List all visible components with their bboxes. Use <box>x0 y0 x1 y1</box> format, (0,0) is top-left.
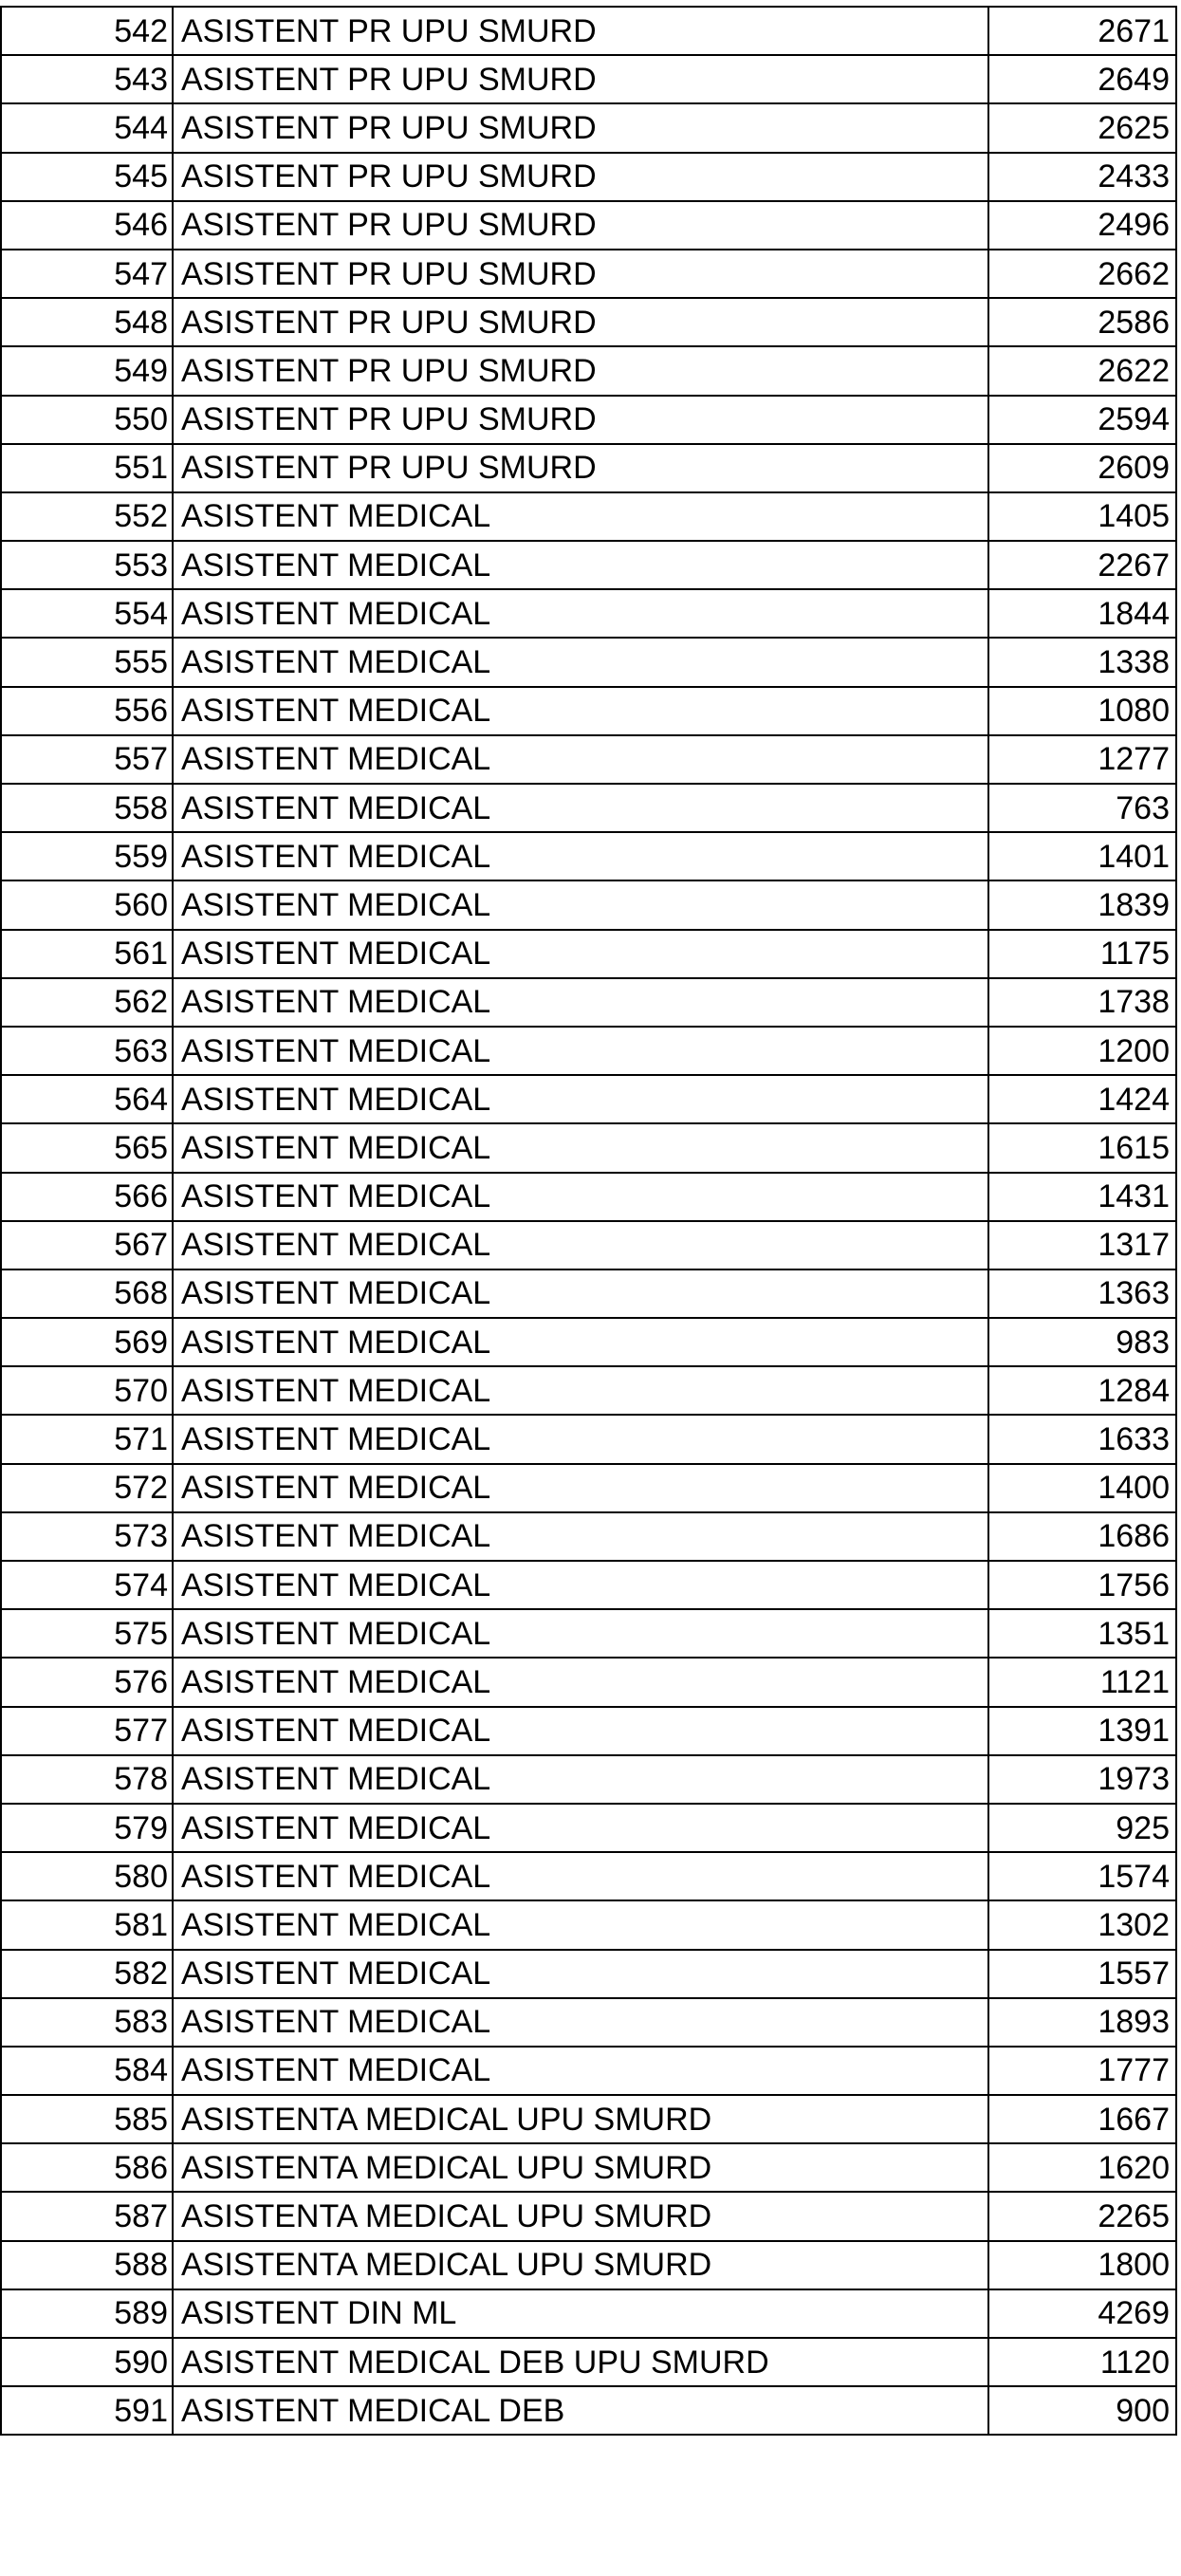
table-row <box>1 832 1176 880</box>
position-name-cell: ASISTENT MEDICAL <box>173 1852 988 1900</box>
table-row <box>1 2241 1176 2289</box>
table-row <box>1 1609 1176 1658</box>
row-number-cell: 584 <box>1 2047 173 2095</box>
table-row <box>1 492 1176 541</box>
position-name-cell: ASISTENT MEDICAL <box>173 735 988 784</box>
position-name-cell: ASISTENTA MEDICAL UPU SMURD <box>173 2192 988 2240</box>
table-row <box>1 2192 1176 2240</box>
table-row <box>1 201 1176 250</box>
row-number-cell: 579 <box>1 1804 173 1852</box>
position-name-cell: ASISTENT PR UPU SMURD <box>173 444 988 492</box>
position-name-cell: ASISTENT MEDICAL <box>173 589 988 638</box>
amount-cell: 983 <box>988 1318 1176 1366</box>
table-row <box>1 1027 1176 1075</box>
position-name-cell: ASISTENT MEDICAL <box>173 1512 988 1561</box>
amount-cell: 1800 <box>988 2241 1176 2289</box>
amount-cell: 4269 <box>988 2289 1176 2338</box>
amount-cell: 1284 <box>988 1366 1176 1415</box>
table-row <box>1 55 1176 103</box>
row-number-cell: 563 <box>1 1027 173 1075</box>
row-number-cell: 582 <box>1 1950 173 1998</box>
amount-cell: 900 <box>988 2386 1176 2435</box>
row-number-cell: 566 <box>1 1173 173 1221</box>
amount-cell: 2586 <box>988 298 1176 346</box>
table-row <box>1 978 1176 1027</box>
table-row <box>1 1561 1176 1609</box>
row-number-cell: 581 <box>1 1900 173 1949</box>
salary-table-body <box>1 7 1176 2435</box>
table-row <box>1 1804 1176 1852</box>
position-name-cell: ASISTENT MEDICAL <box>173 1609 988 1658</box>
amount-cell: 1738 <box>988 978 1176 1027</box>
table-row <box>1 2047 1176 2095</box>
table-row <box>1 1173 1176 1221</box>
position-name-cell: ASISTENT MEDICAL <box>173 2047 988 2095</box>
position-name-cell: ASISTENT MEDICAL <box>173 492 988 541</box>
position-name-cell: ASISTENT PR UPU SMURD <box>173 396 988 444</box>
table-row <box>1 1464 1176 1512</box>
amount-cell: 2625 <box>988 103 1176 152</box>
table-row <box>1 930 1176 978</box>
position-name-cell: ASISTENT MEDICAL <box>173 1998 988 2047</box>
row-number-cell: 544 <box>1 103 173 152</box>
table-row <box>1 880 1176 929</box>
position-name-cell: ASISTENT MEDICAL <box>173 784 988 832</box>
row-number-cell: 552 <box>1 492 173 541</box>
table-row <box>1 1221 1176 1269</box>
amount-cell: 2671 <box>988 7 1176 55</box>
row-number-cell: 577 <box>1 1707 173 1755</box>
amount-cell: 1120 <box>988 2338 1176 2386</box>
row-number-cell: 589 <box>1 2289 173 2338</box>
row-number-cell: 572 <box>1 1464 173 1512</box>
row-number-cell: 567 <box>1 1221 173 1269</box>
row-number-cell: 557 <box>1 735 173 784</box>
position-name-cell: ASISTENT MEDICAL DEB UPU SMURD <box>173 2338 988 2386</box>
row-number-cell: 554 <box>1 589 173 638</box>
position-name-cell: ASISTENT PR UPU SMURD <box>173 298 988 346</box>
position-name-cell: ASISTENT MEDICAL <box>173 1561 988 1609</box>
row-number-cell: 550 <box>1 396 173 444</box>
amount-cell: 925 <box>988 1804 1176 1852</box>
row-number-cell: 555 <box>1 638 173 686</box>
position-name-cell: ASISTENT PR UPU SMURD <box>173 153 988 201</box>
position-name-cell: ASISTENT MEDICAL <box>173 1221 988 1269</box>
amount-cell: 1424 <box>988 1075 1176 1123</box>
table-row <box>1 1658 1176 1706</box>
amount-cell: 1893 <box>988 1998 1176 2047</box>
table-row <box>1 298 1176 346</box>
amount-cell: 1405 <box>988 492 1176 541</box>
position-name-cell: ASISTENTA MEDICAL UPU SMURD <box>173 2241 988 2289</box>
position-name-cell: ASISTENT MEDICAL <box>173 930 988 978</box>
position-name-cell: ASISTENT PR UPU SMURD <box>173 346 988 395</box>
row-number-cell: 569 <box>1 1318 173 1366</box>
table-row <box>1 1318 1176 1366</box>
amount-cell: 1317 <box>988 1221 1176 1269</box>
amount-cell: 1400 <box>988 1464 1176 1512</box>
row-number-cell: 580 <box>1 1852 173 1900</box>
row-number-cell: 588 <box>1 2241 173 2289</box>
amount-cell: 1844 <box>988 589 1176 638</box>
table-row <box>1 1366 1176 1415</box>
position-name-cell: ASISTENT MEDICAL <box>173 1123 988 1172</box>
position-name-cell: ASISTENT PR UPU SMURD <box>173 55 988 103</box>
row-number-cell: 586 <box>1 2143 173 2192</box>
amount-cell: 2267 <box>988 541 1176 589</box>
table-row <box>1 1075 1176 1123</box>
table-row <box>1 687 1176 735</box>
row-number-cell: 556 <box>1 687 173 735</box>
amount-cell: 1633 <box>988 1415 1176 1463</box>
amount-cell: 1401 <box>988 832 1176 880</box>
table-row <box>1 541 1176 589</box>
table-row <box>1 1755 1176 1804</box>
table-row <box>1 638 1176 686</box>
row-number-cell: 542 <box>1 7 173 55</box>
position-name-cell: ASISTENT MEDICAL <box>173 880 988 929</box>
row-number-cell: 553 <box>1 541 173 589</box>
amount-cell: 1302 <box>988 1900 1176 1949</box>
table-row <box>1 1269 1176 1318</box>
amount-cell: 2496 <box>988 201 1176 250</box>
table-row <box>1 589 1176 638</box>
salary-table <box>0 6 1177 2436</box>
position-name-cell: ASISTENT MEDICAL <box>173 1318 988 1366</box>
table-row <box>1 1900 1176 1949</box>
table-row <box>1 346 1176 395</box>
position-name-cell: ASISTENT MEDICAL <box>173 1804 988 1852</box>
amount-cell: 2609 <box>988 444 1176 492</box>
row-number-cell: 573 <box>1 1512 173 1561</box>
row-number-cell: 576 <box>1 1658 173 1706</box>
table-row <box>1 396 1176 444</box>
row-number-cell: 561 <box>1 930 173 978</box>
table-row <box>1 1852 1176 1900</box>
row-number-cell: 575 <box>1 1609 173 1658</box>
amount-cell: 2622 <box>988 346 1176 395</box>
position-name-cell: ASISTENT MEDICAL <box>173 1366 988 1415</box>
row-number-cell: 562 <box>1 978 173 1027</box>
position-name-cell: ASISTENT PR UPU SMURD <box>173 201 988 250</box>
position-name-cell: ASISTENT MEDICAL <box>173 1269 988 1318</box>
table-row <box>1 103 1176 152</box>
position-name-cell: ASISTENT MEDICAL <box>173 1173 988 1221</box>
amount-cell: 1620 <box>988 2143 1176 2192</box>
amount-cell: 2649 <box>988 55 1176 103</box>
position-name-cell: ASISTENT MEDICAL <box>173 1075 988 1123</box>
amount-cell: 1777 <box>988 2047 1176 2095</box>
position-name-cell: ASISTENT DIN ML <box>173 2289 988 2338</box>
amount-cell: 2265 <box>988 2192 1176 2240</box>
position-name-cell: ASISTENT MEDICAL <box>173 1755 988 1804</box>
row-number-cell: 558 <box>1 784 173 832</box>
row-number-cell: 571 <box>1 1415 173 1463</box>
row-number-cell: 564 <box>1 1075 173 1123</box>
position-name-cell: ASISTENT MEDICAL <box>173 832 988 880</box>
row-number-cell: 545 <box>1 153 173 201</box>
table-row <box>1 735 1176 784</box>
amount-cell: 1756 <box>988 1561 1176 1609</box>
amount-cell: 1121 <box>988 1658 1176 1706</box>
position-name-cell: ASISTENT MEDICAL <box>173 1900 988 1949</box>
row-number-cell: 565 <box>1 1123 173 1172</box>
position-name-cell: ASISTENT MEDICAL <box>173 1415 988 1463</box>
row-number-cell: 560 <box>1 880 173 929</box>
position-name-cell: ASISTENT MEDICAL <box>173 978 988 1027</box>
amount-cell: 763 <box>988 784 1176 832</box>
row-number-cell: 570 <box>1 1366 173 1415</box>
table-row <box>1 2386 1176 2435</box>
row-number-cell: 559 <box>1 832 173 880</box>
row-number-cell: 590 <box>1 2338 173 2386</box>
row-number-cell: 568 <box>1 1269 173 1318</box>
table-row <box>1 7 1176 55</box>
position-name-cell: ASISTENTA MEDICAL UPU SMURD <box>173 2095 988 2143</box>
table-row <box>1 1123 1176 1172</box>
position-name-cell: ASISTENT MEDICAL <box>173 1950 988 1998</box>
position-name-cell: ASISTENT MEDICAL <box>173 1707 988 1755</box>
amount-cell: 1200 <box>988 1027 1176 1075</box>
table-row <box>1 1707 1176 1755</box>
amount-cell: 1175 <box>988 930 1176 978</box>
table-row <box>1 2095 1176 2143</box>
row-number-cell: 543 <box>1 55 173 103</box>
row-number-cell: 549 <box>1 346 173 395</box>
amount-cell: 1277 <box>988 735 1176 784</box>
amount-cell: 2662 <box>988 250 1176 298</box>
row-number-cell: 578 <box>1 1755 173 1804</box>
row-number-cell: 591 <box>1 2386 173 2435</box>
amount-cell: 1351 <box>988 1609 1176 1658</box>
position-name-cell: ASISTENT MEDICAL <box>173 687 988 735</box>
table-row <box>1 1415 1176 1463</box>
amount-cell: 2594 <box>988 396 1176 444</box>
row-number-cell: 551 <box>1 444 173 492</box>
table-row <box>1 153 1176 201</box>
amount-cell: 1080 <box>988 687 1176 735</box>
position-name-cell: ASISTENT PR UPU SMURD <box>173 103 988 152</box>
amount-cell: 1391 <box>988 1707 1176 1755</box>
amount-cell: 1615 <box>988 1123 1176 1172</box>
row-number-cell: 547 <box>1 250 173 298</box>
row-number-cell: 587 <box>1 2192 173 2240</box>
position-name-cell: ASISTENT MEDICAL <box>173 541 988 589</box>
table-row <box>1 1512 1176 1561</box>
amount-cell: 1839 <box>988 880 1176 929</box>
position-name-cell: ASISTENT MEDICAL <box>173 1464 988 1512</box>
amount-cell: 1338 <box>988 638 1176 686</box>
table-row <box>1 444 1176 492</box>
position-name-cell: ASISTENT MEDICAL DEB <box>173 2386 988 2435</box>
amount-cell: 2433 <box>988 153 1176 201</box>
amount-cell: 1557 <box>988 1950 1176 1998</box>
table-row <box>1 250 1176 298</box>
table-row <box>1 784 1176 832</box>
table-row <box>1 2143 1176 2192</box>
table-row <box>1 2338 1176 2386</box>
position-name-cell: ASISTENT MEDICAL <box>173 638 988 686</box>
row-number-cell: 548 <box>1 298 173 346</box>
amount-cell: 1431 <box>988 1173 1176 1221</box>
amount-cell: 1667 <box>988 2095 1176 2143</box>
table-row <box>1 1950 1176 1998</box>
position-name-cell: ASISTENT MEDICAL <box>173 1658 988 1706</box>
table-row <box>1 2289 1176 2338</box>
row-number-cell: 546 <box>1 201 173 250</box>
position-name-cell: ASISTENTA MEDICAL UPU SMURD <box>173 2143 988 2192</box>
amount-cell: 1363 <box>988 1269 1176 1318</box>
amount-cell: 1973 <box>988 1755 1176 1804</box>
position-name-cell: ASISTENT PR UPU SMURD <box>173 250 988 298</box>
table-row <box>1 1998 1176 2047</box>
row-number-cell: 583 <box>1 1998 173 2047</box>
row-number-cell: 585 <box>1 2095 173 2143</box>
position-name-cell: ASISTENT PR UPU SMURD <box>173 7 988 55</box>
row-number-cell: 574 <box>1 1561 173 1609</box>
position-name-cell: ASISTENT MEDICAL <box>173 1027 988 1075</box>
amount-cell: 1574 <box>988 1852 1176 1900</box>
amount-cell: 1686 <box>988 1512 1176 1561</box>
